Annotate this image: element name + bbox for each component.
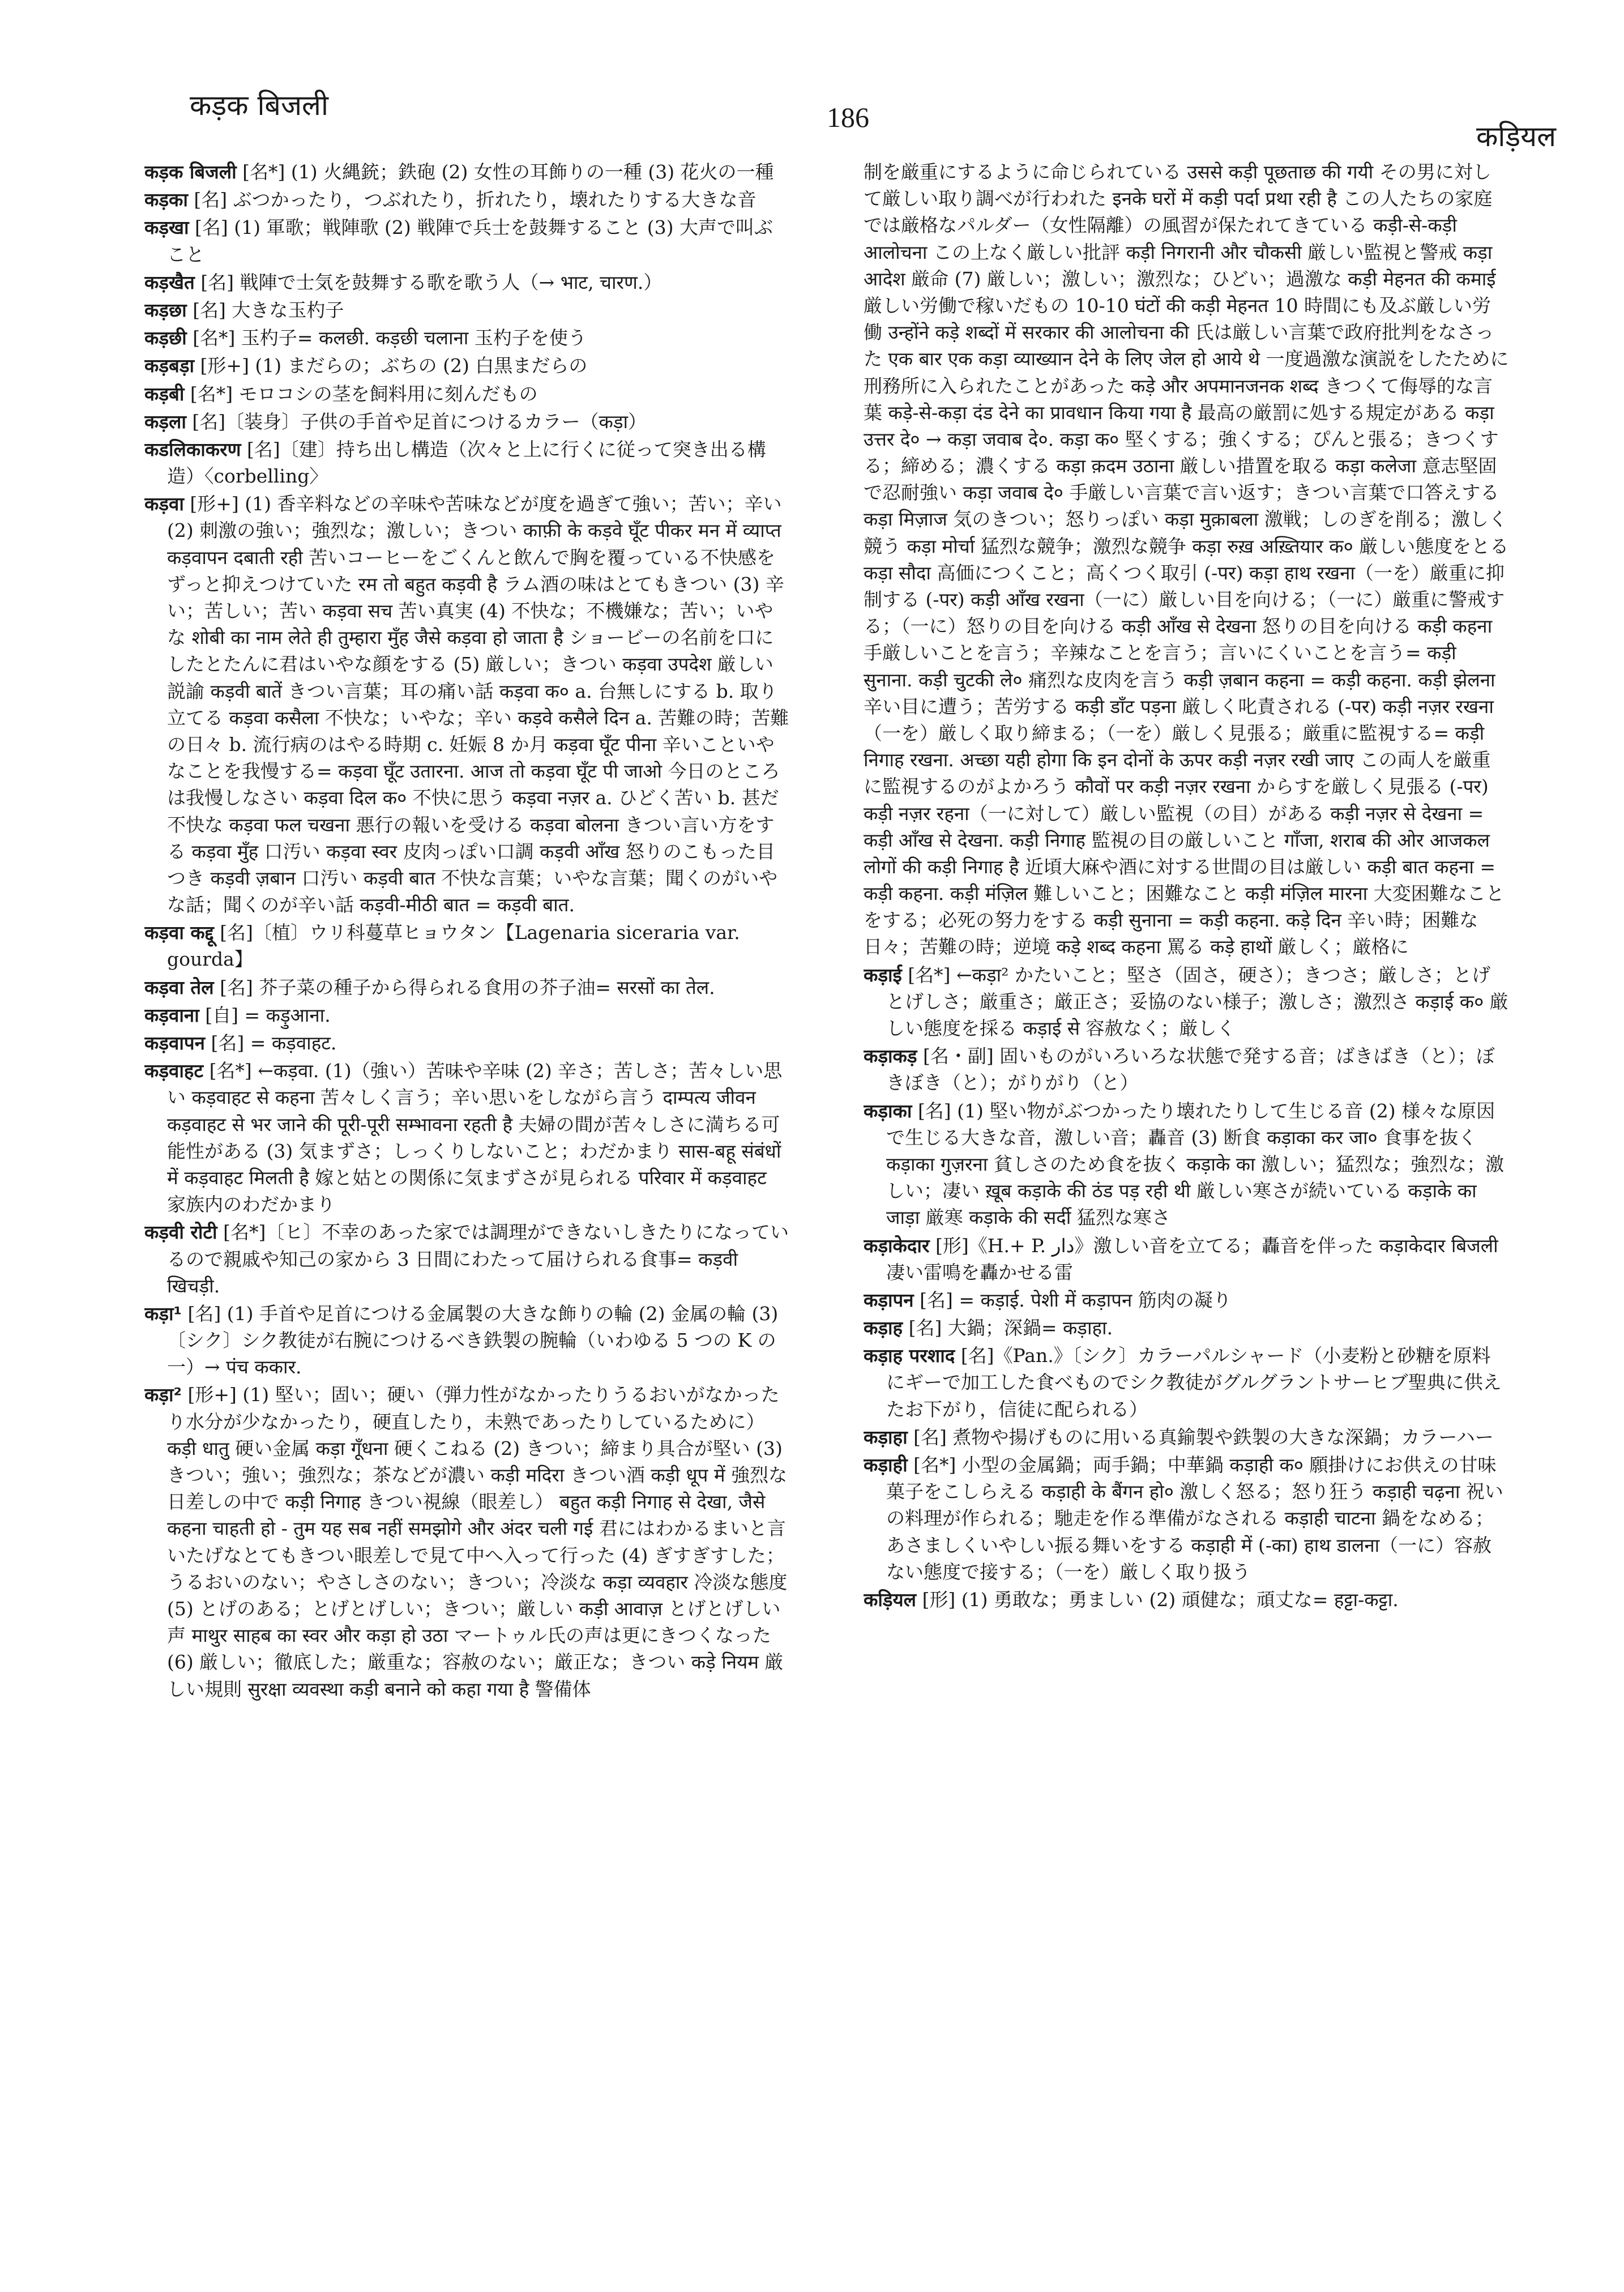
entry-definition: [名*] 玉杓子= कलछी. कड़छी चलाना 玉杓子を使う (193, 327, 587, 349)
dictionary-entry (144, 919, 790, 972)
entry-definition: [名] 煮物や揚げものに用いる真鍮製や鉄製の大きな深鍋；カラーハー (913, 1425, 1494, 1448)
right-column (864, 159, 1509, 2265)
entry-definition: [名] (1) 堅い物がぶつかったり壊れたりして生じる音 (2) 様々な原因で生じる大きな音，激しい音；轟音 (3) 断食 कड़ाका कर जा० 食事を抜く कड़ाका गुज़रना 貧しさのため食を抜く कड़ाके का 激しい；猛烈な；強烈な；激しい；凄い ख़ूब कड़ाके की ठंड पड़ रही थी 厳しい寒さが続いている कड़ाके का जाड़ा 厳寒 कड़ाके की सर्दी 猛烈な寒さ (886, 1099, 1505, 1229)
entry-headword: कडलिकाकरण (144, 438, 241, 460)
entry-definition: [名] (1) 軍歌；戦陣歌 (2) 戦陣で兵士を鼓舞すること (3) 大声で叫ぶこと (167, 216, 773, 266)
dictionary-entry (144, 325, 790, 351)
entry-headword: कड़वा तेल (144, 976, 214, 998)
page-number: 186 (827, 101, 869, 133)
dictionary-entry (144, 1057, 790, 1218)
entry-headword: कड़बी (144, 382, 185, 405)
entry-headword: कड़वाहट (144, 1060, 204, 1082)
dictionary-entry (864, 962, 1509, 1042)
entry-headword: कड़बड़ा (144, 355, 195, 377)
dictionary-entry (144, 381, 790, 407)
entry-definition: [形+] (1) まだらの；ぶちの (2) 白黒まだらの (200, 355, 588, 377)
entry-definition: [名*] ←कड़वा. (1)（強い）苦味や辛味 (2) 辛さ；苦しさ；苦々しい思い कड़वाहट से कहना 苦々しく言う；辛い思いをしながら言う दाम्पत्य जीवन कड़वाहट से भर जाने की पूरी-पूरी सम्भावना रहती है 夫婦の間が苦々しさに満ちる可能性がある (3) 気まずさ；しっくりしないこと；わだかまり सास-बहू संबंधों में कड़वाहट मिलती है 嫁と姑との関係に気まずさが見られる परिवार में कड़वाहट 家族内のわだかまり (167, 1060, 783, 1216)
entry-definition: [形+] (1) 堅い；固い；硬い（弾力性がなかったりうるおいがなかったり水分が少なかったり，硬直したり，未熟であったりしているために） कड़ी धातु 硬い金属 कड़ा गूँधना 硬くこねる (2) きつい；締まり具合が堅い (3) きつい；強い；強烈な；茶などが濃い कड़ी मदिरा きつい酒 कड़ी धूप में 強烈な日差しの中で कड़ी निगाह きつい視線（眼差し） बहुत कड़ी निगाह से देखा, जैसे कहना चाहती हो - तुम यह सब नहीं समझोगे और अंदर चली गई 君にはわかるまいと言いたげなとてもきつい眼差しで見て中へ入って行った (4) ぎすぎすした；うるおいのない；やさしさのない；きつい；冷淡な कड़ा व्यवहार 冷淡な態度 (5) とげのある；とげとげしい；きつい；厳しい कड़ी आवाज़ とげとげしい声 माथुर साहब का स्वर और कड़ा हो उठा マートゥル氏の声は更にきつくなった (6) 厳しい；徹底した；厳重な；容赦のない；厳正な；きつい कड़े नियम 厳しい規則 सुरक्षा व्यवस्था कड़ी बनाने को कहा गया है 警備体 (167, 1384, 788, 1700)
dictionary-entry (144, 1002, 790, 1028)
entry-definition: 制を厳重にするように命じられている उससे कड़ी पूछताछ की गयी その男に対して厳しい取り調べが行われた इनके घरों में कड़ी पर्दा प्रथा रही है この人たちの家庭では厳格なパルダー（女性隔離）の風習が保たれてきている कड़ी-से-कड़ी आलोचना この上なく厳しい批評 कड़ी निगरानी और चौकसी 厳しい監視と警戒 कड़ा आदेश 厳命 (7) 厳しい；激しい；激烈な；ひどい；過激な कड़ी मेहनत की कमाई 厳しい労働で稼いだもの 10-10 घंटों की कड़ी मेहनत 10 時間にも及ぶ厳しい労働 उन्होंने कड़े शब्दों में सरकार की आलोचना की 氏は厳しい言葉で政府批判をなさった एक बार एक कड़ा व्याख्यान देने के लिए जेल हो आये थे 一度過激な演説をしたために刑務所に入られたことがあった कड़े और अपमानजनक शब्द きつくて侮辱的な言葉 कड़े-से-कड़ा दंड देने का प्रावधान किया गया है 最高の厳罰に処する規定がある कड़ा उत्तर दे० → कड़ा जवाब दे०. कड़ा क० 堅くする；強くする；ぴんと張る；きつくする；締める；濃くする कड़ा क़दम उठाना 厳しい措置を取る कड़ा कलेजा 意志堅固で忍耐強い कड़ा जवाब दे० 手厳しい言葉で言い返す；きつい言葉で口答えする कड़ा मिज़ाज 気のきつい；怒りっぽい कड़ा मुक़ाबला 激戦；しのぎを削る；激しく競う कड़ा मोर्चा 猛烈な競争；激烈な競争 कड़ा रुख़ अख़्तियार क० 厳しい態度をとる कड़ा सौदा 高価につくこと；高くつく取引 (-पर) कड़ा हाथ रखना（一を）厳重に抑制する (-पर) कड़ी आँख रखना（一に）厳しい目を向ける；（一に）厳重に警戒する；（一に）怒りの目を向ける कड़ी आँख से देखना 怒りの目を向ける कड़ी कहना 手厳しいことを言う；辛辣なことを言う；言いにくいことを言う= कड़ी सुनाना. कड़ी चुटकी ले० 痛烈な皮肉を言う कड़ी ज़बान कहना = कड़ी कहना. कड़ी झेलना 辛い目に遭う；苦労する कड़ी डाँट पड़ना 厳しく叱責される (-पर) कड़ी नज़र रखना（一を）厳しく取り締まる；（一を）厳しく見張る；厳重に監視する= कड़ी निगाह रखना. अच्छा यही होगा कि इन दोनों के ऊपर कड़ी नज़र रखी जाए この両人を厳重に監視するのがよかろう कौवों पर कड़ी नज़र रखना からすを厳しく見張る (-पर) कड़ी नज़र रहना（一に対して）厳しい監視（の目）がある कड़ी नज़र से देखना = कड़ी आँख से देखना. कड़ी निगाह 監視の目の厳しいこと गाँजा, शराब की ओर आजकल लोगों की कड़ी निगाह है 近頃大麻や酒に対する世間の目は厳しい कड़ी बात कहना = कड़ी कहना. कड़ी मंज़िल 難しいこと；困難なこと कड़ी मंज़िल मारना 大変困難なことをする；必死の努力をする कड़ी सुनाना = कड़ी कहना. कड़े दिन 辛い時；困難な日々；苦難の時；逆境 कड़े शब्द कहना 罵る कड़े हाथों 厳しく；厳格に (864, 161, 1509, 958)
entry-definition: [名] ぶつかったり，つぶれたり，折れたり，壊れたりする大きな音 (194, 189, 757, 211)
left-column (144, 159, 790, 2265)
entry-headword: कड़खा (144, 216, 189, 239)
entry-headword: कड़वा (144, 493, 184, 515)
entry-definition: [形] (1) 勇敢な；勇ましい (2) 頑健な；頑丈な= हट्टा-कट्टा. (922, 1588, 1399, 1611)
entry-headword: कड़ाई (864, 963, 902, 986)
dictionary-entry (144, 490, 790, 918)
dictionary-entry (144, 1030, 790, 1056)
dictionary-entry (864, 1314, 1509, 1341)
entry-headword: कड़ाका (864, 1099, 912, 1122)
entry-headword: कड़ाही (864, 1454, 908, 1476)
running-head-right: कड़ियल (1476, 120, 1556, 153)
entry-definition: [名*]〔ヒ〕不幸のあった家では調理ができないしきたりになっているので親戚や知己の家から 3 日間にわたって届けられる食事= कड़वी खिचड़ी. (167, 1221, 789, 1297)
entry-headword: कड़ाहा (864, 1425, 908, 1448)
entry-headword: कड़ाकड़ (864, 1045, 917, 1068)
entry-headword: कड़ाह (864, 1317, 903, 1339)
entry-headword: कड़ापन (864, 1288, 914, 1311)
dictionary-entry (144, 297, 790, 323)
entry-definition: [名] = कड़ाई. पेशी में कड़ापन 筋肉の凝り (920, 1288, 1232, 1311)
dictionary-entry (144, 974, 790, 1001)
entry-definition: [名] = कड़वाहट. (211, 1032, 337, 1054)
entry-headword: कड़छा (144, 298, 187, 321)
entry-definition: [名・副] 固いものがいろいろな状態で発する音；ばきばき（と）；ぼきぼき（と）；がりがり（と） (886, 1045, 1495, 1094)
entry-definition: [形+] (1) 香辛料などの辛味や苦味などが度を過ぎて強い；苦い；辛い (2) 刺激の強い；強烈な；激しい；きつい काफ़ी के कड़वे घूँट पीकर मन में व्याप्त कड़वापन दबाती रही 苦いコーヒーをごくんと飲んで胸を覆っている不快感をずっと抑えつけていた रम तो बहुत कड़वी है ラム酒の味はとてもきつい (3) 辛い；苦しい；苦い कड़वा सच 苦い真実 (4) 不快な；不機嫌な；苦い；いやな शोबी का नाम लेते ही तुम्हारा मुँह जैसे कड़वा हो जाता है ショービーの名前を口にしたとたんに君はいやな顔をする (5) 厳しい；きつい कड़वा उपदेश 厳しい説諭 कड़वी बातें きつい言葉；耳の痛い話 कड़वा क० a. 台無しにする b. 取り立てる कड़वा कसैला 不快な；いやな；辛い कड़वे कसैले दिन a. 苦難の時；苦難の日々 b. 流行病のはやる時期 c. 妊娠 8 か月 कड़वा घूँट पीना 辛いこといやなことを我慢する= कड़वा घूँट उतारना. आज तो कड़वा घूँट पी जाओ 今日のところは我慢しなさい कड़वा दिल क० 不快に思う कड़वा नज़र a. ひどく苦い b. 甚だ不快な कड़वा फल चखना 悪行の報いを受ける कड़वा बोलना きつい言い方をする कड़वा मुँह 口汚い कड़वा स्वर 皮肉っぽい口調 कड़वी आँख 怒りのこもった目つき कड़वी ज़बान 口汚い कड़वी बात 不快な言葉；いやな言葉；聞くのがいやな話；聞くのが辛い話 कड़वी-मीठी बात = कड़वी बात. (167, 493, 789, 916)
entry-definition: [名] 戦陣で士気を鼓舞する歌を歌う人（→ भाट, चारण.） (200, 271, 663, 293)
entry-headword: कड़ा¹ (144, 1302, 182, 1325)
dictionary-entry (144, 436, 790, 489)
dictionary-entry (144, 352, 790, 379)
dictionary-entry (864, 1098, 1509, 1231)
entry-definition: [名] 大鍋；深鍋= कड़ाहा. (908, 1317, 1113, 1339)
entry-headword: कड़ाह परशाद (864, 1345, 955, 1367)
dictionary-entry (144, 214, 790, 267)
dictionary-entry (864, 1586, 1509, 1613)
dictionary-entry (864, 1287, 1509, 1313)
dictionary-entry (864, 1452, 1509, 1585)
entry-definition: [自] = कड़ुआना. (205, 1004, 331, 1026)
dictionary-entry (144, 1219, 790, 1299)
dictionary-entry (864, 159, 1509, 961)
entry-headword: कड़ाकेदार (864, 1234, 930, 1257)
entry-definition: [名*] ←कड़ा² かたいこと；堅さ（固さ，硬さ）；きつさ；厳しさ；とげとげしさ；厳重さ；厳正さ；妥協のない様子；激しさ；激烈さ कड़ाई क० 厳しい態度を採る कड़ाई से 容赦なく；厳しく (886, 963, 1508, 1039)
entry-headword: कड़ा² (144, 1384, 182, 1406)
entry-headword: कड़वापन (144, 1032, 205, 1054)
entry-definition: [名] 大きな玉杓子 (193, 298, 344, 321)
dictionary-entry (144, 1300, 790, 1381)
entry-headword: कड़वा कद्दू (144, 921, 214, 944)
entry-headword: कड़क बिजली (144, 161, 237, 183)
entry-definition: [名]〔装身〕子供の手首や足首につけるカラー（कड़ा） (192, 410, 647, 433)
entry-headword: कड़ियल (864, 1588, 917, 1611)
entry-definition: [名*] モロコシの茎を飼料用に刻んだもの (190, 382, 538, 405)
entry-headword: कड़वी रोटी (144, 1221, 217, 1244)
entry-definition: [名]《Pan.》〔シク〕カラーパルシャード（小麦粉と砂糖を原料にギーで加工した食べものでシク教徒がグルグラントサーヒブ聖典に供えたお下がり，信徒に配られる） (886, 1345, 1502, 1420)
entry-headword: कड़वाना (144, 1004, 199, 1026)
dictionary-entry (144, 269, 790, 296)
dictionary-entry (144, 1381, 790, 1702)
dictionary-entry (864, 1232, 1509, 1286)
entry-headword: कड़का (144, 189, 188, 211)
dictionary-entry (864, 1043, 1509, 1096)
entry-definition: [名]〔植〕ウリ科蔓草ヒョウタン【Lagenaria siceraria var. gourda】 (167, 921, 740, 971)
dictionary-entry (864, 1424, 1509, 1450)
entry-definition: [形]《H.+ P. دار》激しい音を立てる；轟音を伴った कड़ाकेदार बिजली 凄い雷鳴を轟かせる雷 (886, 1234, 1498, 1283)
entry-definition: [名]〔建〕持ち出し構造（次々と上に行くに従って突き出る構造）〈corbelling〉 (167, 438, 766, 488)
running-head-left: कड़क बिजली (190, 89, 328, 122)
entry-headword: कड़खैत (144, 271, 195, 293)
entry-definition: [名] (1) 手首や足首につける金属製の大きな飾りの輪 (2) 金属の輪 (3)〔シク〕シク教徒が右腕につけるべき鉄製の腕輪（いわゆる 5 つの K の一）→ पंच ककार. (167, 1302, 779, 1378)
dictionary-entry (144, 408, 790, 435)
entry-headword: कड़छी (144, 327, 187, 349)
entry-headword: कड़ला (144, 410, 186, 433)
dictionary-entry (144, 159, 790, 185)
entry-definition: [名*] (1) 火縄銃；鉄砲 (2) 女性の耳飾りの一種 (3) 花火の一種 (242, 161, 774, 183)
dictionary-entry (144, 186, 790, 213)
entry-definition: [名] 芥子菜の種子から得られる食用の芥子油= सरसों का तेल. (220, 976, 715, 998)
dictionary-entry (864, 1342, 1509, 1423)
entry-definition: [名*] 小型の金属鍋；両手鍋；中華鍋 कड़ाही क० 願掛けにお供えの甘味菓子をこしらえる कड़ाही के बैंगन हो० 激しく怒る；怒り狂う कड़ाही चढ़ना 祝いの料理が作られる；馳走を作る準備がなされる कड़ाही चाटना 鍋をなめる；あさましくいやしい振る舞いをする कड़ाही में (-का) हाथ डालना（一に）容赦ない態度で接する；（一を）厳しく取り扱う (886, 1454, 1503, 1583)
